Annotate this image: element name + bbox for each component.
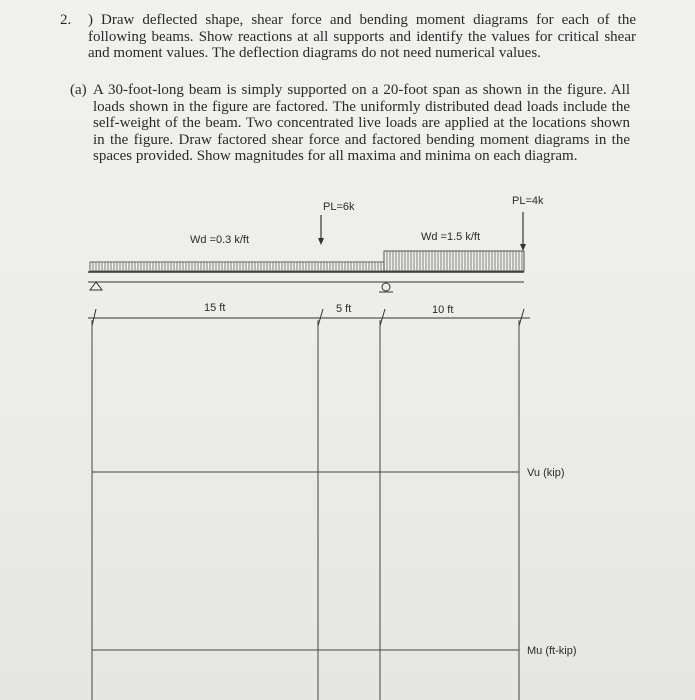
load-hatch-left	[93, 262, 381, 271]
dim-label-15ft: 15 ft	[204, 302, 226, 314]
dim-label-5ft: 5 ft	[336, 303, 352, 315]
point-load-2-arrowhead	[520, 244, 526, 251]
load-left-label: Wd =0.3 k/ft	[190, 234, 249, 246]
moment-axis-label: Mu (ft-kip)	[527, 645, 577, 657]
question-text: ) Draw deflected shape, shear force and bending moment diagrams for each of the following beams. Show reactions at all supports and identify the values for critical shear and moment values. The deflection diagrams do not need numerical values.	[88, 12, 636, 61]
shear-axis-label: Vu (kip)	[527, 467, 565, 479]
part-label: (a)	[70, 82, 87, 98]
load-right-label: Wd =1.5 k/ft	[421, 231, 480, 243]
point-load-2-label: PL=4k	[512, 195, 544, 207]
point-load-1-label: PL=6k	[323, 201, 355, 213]
part-text: A 30-foot-long beam is simply supported on a 20-foot span as shown in the figure. All loads shown in the figure are factored. The uniformly distributed dead loads include the self-weight of the beam. Two concentrated live loads are applied at the locations shown in the figure. Draw factored shear force and factored bending moment diagrams in the spaces provided. Show magnitudes for all maxima and minima on each diagram.	[93, 82, 630, 164]
roller-support	[382, 283, 390, 291]
dim-label-10ft: 10 ft	[432, 304, 454, 316]
load-hatch-right	[387, 251, 522, 271]
pin-support	[90, 282, 102, 290]
point-load-1-arrowhead	[318, 238, 324, 245]
question-number: 2.	[60, 12, 72, 28]
